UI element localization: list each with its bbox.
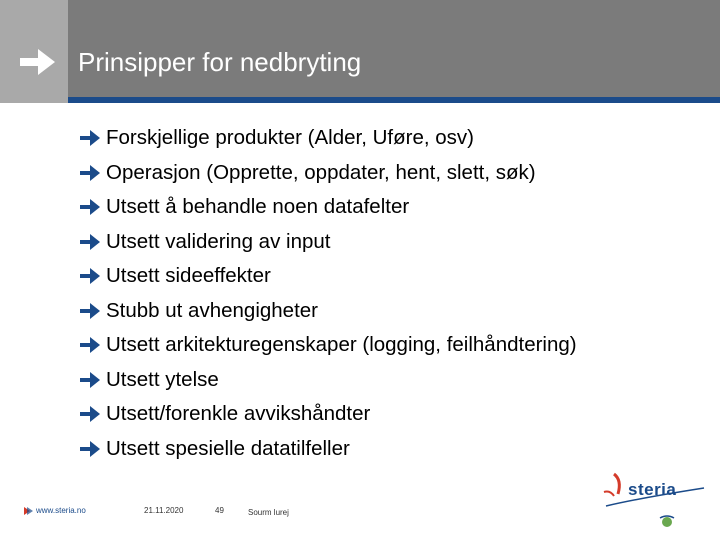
bullet-text: Utsett validering av input — [106, 229, 331, 253]
bullet-text: Stubb ut avhengigheter — [106, 298, 318, 322]
list-item — [80, 363, 577, 398]
right-arrow-icon — [80, 165, 100, 181]
right-arrow-icon — [80, 337, 100, 353]
bullet-text: Utsett å behandle noen datafelter — [106, 195, 410, 219]
bullet-list — [80, 121, 577, 466]
right-arrow-icon — [80, 372, 100, 388]
title-arrow-icon — [20, 47, 56, 77]
right-arrow-icon — [80, 268, 100, 284]
list-item — [80, 121, 577, 156]
footer-url-link[interactable]: www.steria.no — [36, 506, 86, 515]
list-item — [80, 156, 577, 191]
list-item — [80, 294, 577, 329]
list-item — [80, 432, 577, 467]
list-item — [80, 328, 577, 363]
list-item — [80, 225, 577, 260]
bullet-text: Utsett spesielle datatilfeller — [106, 436, 350, 460]
list-item — [80, 397, 577, 432]
footer-page-number: 49 — [215, 506, 224, 515]
footer-date: 21.11.2020 — [144, 506, 184, 515]
bullet-text: Utsett sideeffekter — [106, 264, 271, 288]
right-arrow-icon — [80, 130, 100, 146]
right-arrow-icon — [80, 441, 100, 457]
steria-logo-text: steria — [628, 480, 677, 499]
bullet-text: Utsett arkitekturegenskaper (logging, feilhåndtering) — [106, 333, 577, 357]
bullet-text: Utsett/forenkle avvikshåndter — [106, 402, 371, 426]
footer-logo-icon — [24, 505, 34, 517]
bullet-text: Utsett ytelse — [106, 367, 219, 391]
list-item — [80, 190, 577, 225]
slide-title: Prinsipper for nedbryting — [78, 47, 362, 77]
bullet-text: Forskjellige produkter (Alder, Uføre, osv) — [106, 126, 474, 150]
right-arrow-icon — [80, 303, 100, 319]
bullet-text: Operasjon (Opprette, oppdater, hent, slett, søk) — [106, 160, 536, 184]
list-item — [80, 259, 577, 294]
footer-author: Sourm lurej — [248, 508, 289, 517]
header-rule — [68, 97, 720, 103]
right-arrow-icon — [80, 234, 100, 250]
right-arrow-icon — [80, 406, 100, 422]
right-arrow-icon — [80, 199, 100, 215]
